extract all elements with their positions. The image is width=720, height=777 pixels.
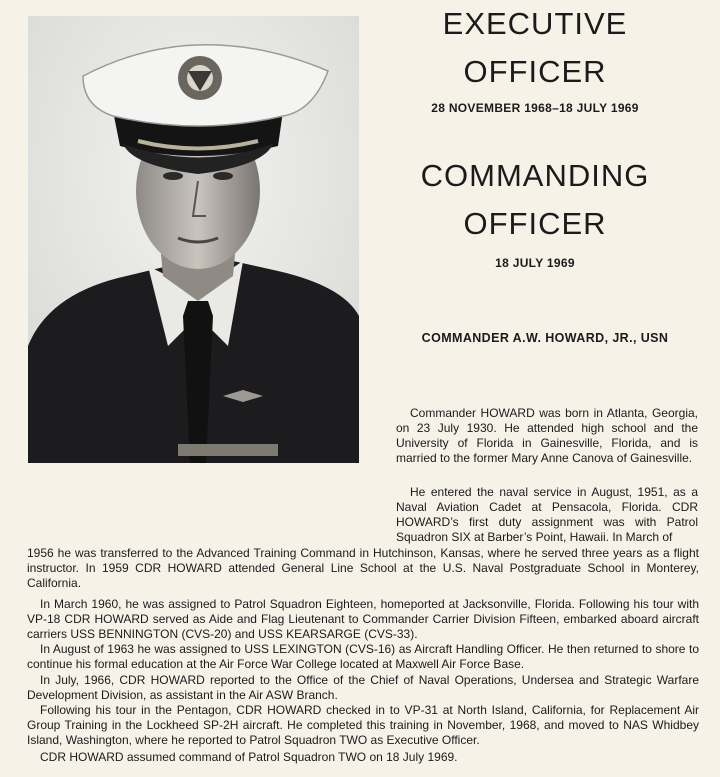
bio-paragraph: Following his tour in the Pentagon, CDR HOWARD checked in to VP-31 at North Island, California, for Replacement Air Group Training in the Lockheed SP-2H aircraft. He completed this training in November, 1968, and moved to NAS Whidbey Island, Washington, where he reported to Patrol Squadron TWO as Executive Officer. [27, 703, 699, 747]
officer-portrait [28, 16, 359, 463]
commanding-title-line2: OFFICER [463, 206, 607, 241]
bio-paragraph: 1956 he was transferred to the Advanced Training Command in Hutchinson, Kansas, where he served three years as a flight instructor. In 1959 CDR HOWARD attended General Line School at the U.S. Naval Postgraduate School in Monterey, California. [27, 546, 699, 590]
bio-paragraph: In August of 1963 he was assigned to USS LEXINGTON (CVS-16) as Aircraft Handling Officer. He then returned to shore to continue his formal education at the Air Force War College located at Maxwell Air Force Base. [27, 642, 699, 671]
portrait-drawing [28, 16, 359, 463]
bio-paragraph: In March 1960, he was assigned to Patrol Squadron Eighteen, homeported at Jacksonville, Florida. Following his tour with VP-18 CDR HOWARD served as Aide and Flag Lieutenant to Commander Carrier Division Fifteen, embarked aboard aircraft carriers USS BENNINGTON (CVS-20) and USS KEARSARGE (CVS-33). [27, 597, 699, 641]
bio-paragraph: CDR HOWARD assumed command of Patrol Squadron TWO on 18 July 1969. [40, 750, 458, 764]
executive-title-line1: EXECUTIVE [442, 6, 628, 41]
officer-name: COMMANDER A.W. HOWARD, JR., USN [421, 331, 669, 345]
commanding-title-line1: COMMANDING [420, 158, 650, 193]
bio-paragraph: In July, 1966, CDR HOWARD reported to the Office of the Chief of Naval Operations, Undersea and Strategic Warfare Development Division, as assistant in the Air ASW Branch. [27, 673, 699, 702]
bio-paragraph: Commander HOWARD was born in Atlanta, Georgia, on 23 July 1930. He attended high school and the University of Florida in Gainesville, Florida, and is married to the former Mary Anne Canova of Gainesville. [396, 406, 698, 465]
commanding-dates: 18 JULY 1969 [495, 256, 575, 270]
executive-dates: 28 NOVEMBER 1968–18 JULY 1969 [431, 101, 639, 115]
bio-paragraph: He entered the naval service in August, 1951, as a Naval Aviation Cadet at Pensacola, Florida. CDR HOWARD’s first duty assignment was with Patrol Squadron SIX at Barber’s Point, Hawaii. In March of [396, 485, 698, 544]
executive-title-line2: OFFICER [463, 54, 607, 89]
